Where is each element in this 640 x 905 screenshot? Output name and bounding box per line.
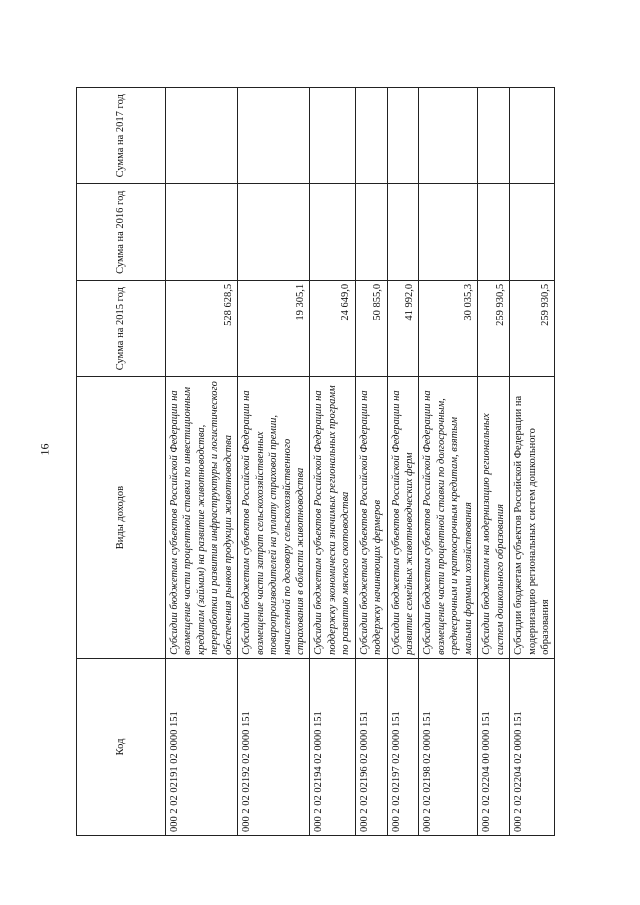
row-sum-2017 [510, 88, 555, 184]
header-sum-2017: Сумма на 2017 год [77, 88, 166, 184]
row-code: 000 2 02 02196 02 0000 151 [355, 658, 387, 835]
table-row [419, 88, 478, 836]
header-sum-2016: Сумма на 2016 год [77, 184, 166, 280]
row-code: 000 2 02 02204 02 0000 151 [510, 658, 555, 835]
table-header-row [77, 88, 166, 836]
row-sum-2015: 528 628,5 [166, 280, 238, 376]
table-row [387, 88, 419, 836]
row-sum-2016 [510, 184, 555, 280]
row-sum-2017 [355, 88, 387, 184]
row-sum-2017 [478, 88, 510, 184]
page-number: 16 [37, 443, 52, 456]
row-code: 000 2 02 02198 02 0000 151 [419, 658, 478, 835]
row-sum-2016 [166, 184, 238, 280]
row-sum-2016 [310, 184, 355, 280]
row-sum-2016 [238, 184, 310, 280]
row-description: Субсидии бюджетам субъектов Российской Федерации на поддержку экономически значимых региональных программ по развитию мясного скотоводства [310, 377, 355, 658]
row-sum-2015: 19 305,1 [238, 280, 310, 376]
row-code: 000 2 02 02192 02 0000 151 [238, 658, 310, 835]
row-sum-2016 [419, 184, 478, 280]
row-sum-2017 [238, 88, 310, 184]
header-sum-2015: Сумма на 2015 год [77, 280, 166, 376]
row-sum-2017 [310, 88, 355, 184]
row-sum-2016 [355, 184, 387, 280]
row-sum-2017 [419, 88, 478, 184]
row-code: 000 2 02 02191 02 0000 151 [166, 658, 238, 835]
table-row [310, 88, 355, 836]
table-row [166, 88, 238, 836]
row-sum-2017 [166, 88, 238, 184]
table-row [355, 88, 387, 836]
row-code: 000 2 02 02197 02 0000 151 [387, 658, 419, 835]
row-description: Субсидии бюджетам субъектов Российской Федерации на развитие семейных животноводческих ферм [387, 377, 419, 658]
row-sum-2017 [387, 88, 419, 184]
row-sum-2015: 259 930,5 [510, 280, 555, 376]
row-description: Субсидии бюджетам субъектов Российской Федерации на поддержку начинающих фермеров [355, 377, 387, 658]
table-row [478, 88, 510, 836]
revenue-table [76, 87, 555, 836]
rotated-table-container [76, 87, 551, 836]
row-sum-2016 [478, 184, 510, 280]
row-description: Субсидии бюджетам на модернизацию региональных систем дошкольного образования [478, 377, 510, 658]
row-code: 000 2 02 02194 02 0000 151 [310, 658, 355, 835]
row-description: Субсидии бюджетам субъектов Российской Федерации на модернизацию региональных систем дошкольного образования [510, 377, 555, 658]
row-sum-2015: 41 992,0 [387, 280, 419, 376]
row-description: Субсидии бюджетам субъектов Российской Федерации на возмещение части процентной ставки по инвестиционным кредитам (займам) на развитие животноводства, переработки и развития инфраструктуры и логистического обеспечения рынков продукции животноводства [166, 377, 238, 658]
row-description: Субсидии бюджетам субъектов Российской Федерации на возмещение части процентной ставки по долгосрочным, среднесрочным и краткосрочным кредитам, взятым малыми формами хозяйствования [419, 377, 478, 658]
table-row [238, 88, 310, 836]
row-sum-2015: 259 930,5 [478, 280, 510, 376]
row-sum-2015: 50 855,0 [355, 280, 387, 376]
row-sum-2015: 24 649,0 [310, 280, 355, 376]
row-description: Субсидии бюджетам субъектов Российской Федерации на возмещение части затрат сельскохозяйственных товаропроизводителей на уплату страховой премии, начисленной по договору сельскохозяйственного страхования в области животноводства [238, 377, 310, 658]
row-code: 000 2 02 02204 00 0000 151 [478, 658, 510, 835]
header-code: Код [77, 658, 166, 835]
row-sum-2015: 30 035,3 [419, 280, 478, 376]
row-sum-2016 [387, 184, 419, 280]
table-row [510, 88, 555, 836]
header-type: Виды доходов [77, 377, 166, 658]
